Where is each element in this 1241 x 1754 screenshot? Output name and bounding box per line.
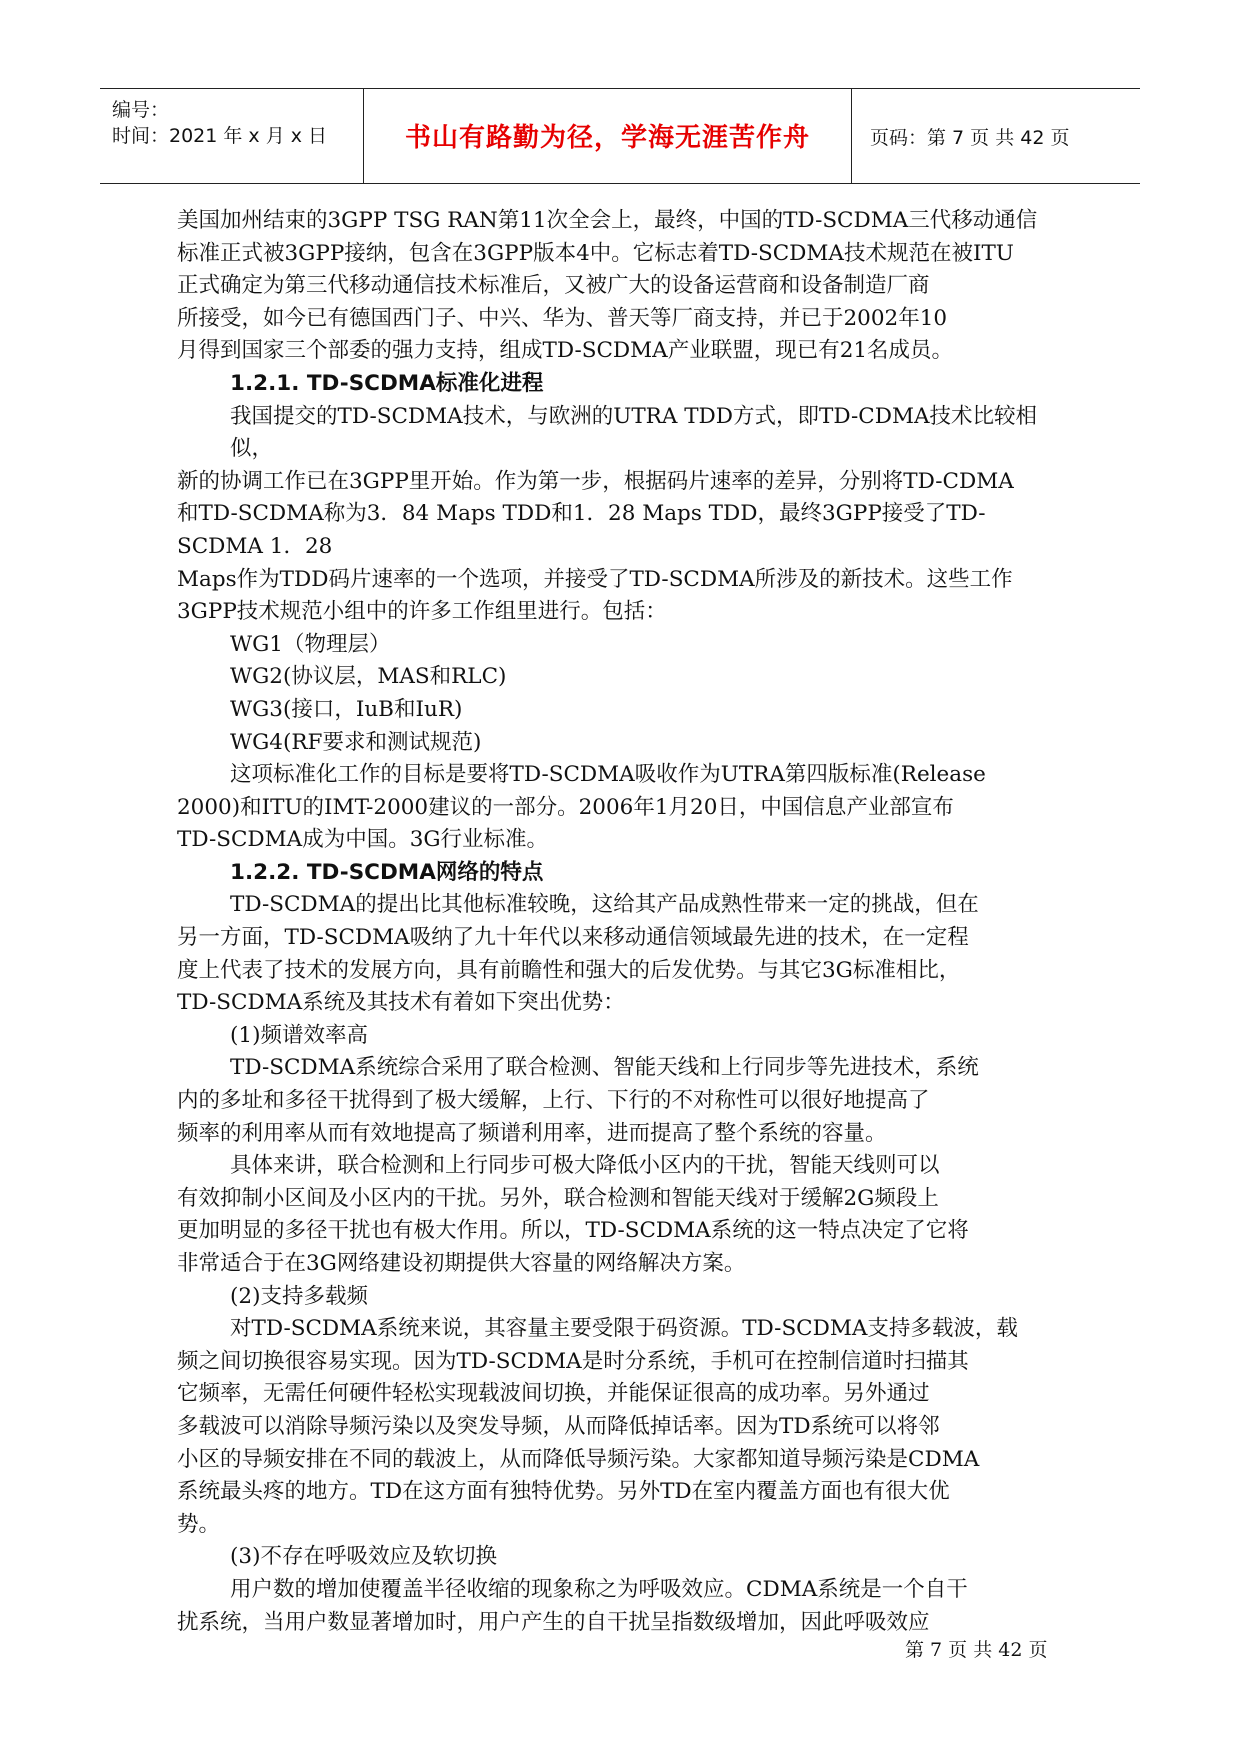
body-line: 和TD-SCDMA称为3．84 Maps TDD和1．28 Maps TDD，最终3GPP接受了TD-SCDMA 1．28: [177, 501, 986, 559]
document-body: [177, 205, 1067, 1639]
body-line: 这项标准化工作的目标是要将TD-SCDMA吸收作为UTRA第四版标准(Release: [230, 762, 986, 788]
body-line: TD-SCDMA系统综合采用了联合检测、智能天线和上行同步等先进技术，系统: [230, 1055, 979, 1081]
document-time-label: 时间：2021 年 x 月 x 日: [112, 125, 328, 147]
body-line: 扰系统，当用户数显著增加时，用户产生的自干扰呈指数级增加，因此呼吸效应: [177, 1609, 930, 1635]
body-line: 频之间切换很容易实现。因为TD-SCDMA是时分系统，手机可在控制信道时扫描其: [177, 1348, 969, 1374]
body-line: 它频率，无需任何硬件轻松实现载波间切换，并能保证很高的成功率。另外通过: [177, 1381, 930, 1407]
body-line: TD-SCDMA系统及其技术有着如下突出优势：: [177, 990, 625, 1016]
body-line: 所接受，如今已有德国西门子、中兴、华为、普天等厂商支持，并已于2002年10: [177, 305, 948, 331]
body-line: 美国加州结束的3GPP TSG RAN第11次全会上，最终，中国的TD-SCDMA三代移动通信: [177, 208, 1038, 233]
body-line: (3)不存在呼吸效应及软切换: [230, 1544, 497, 1570]
section-heading: 1.2.2. TD-SCDMA网络的特点: [230, 859, 544, 885]
body-line: 新的协调工作已在3GPP里开始。作为第一步，根据码片速率的差异，分别将TD-CDMA: [177, 468, 1014, 494]
body-line: WG3(接口，IuB和IuR): [230, 696, 463, 722]
body-line: WG4(RF要求和测试规范): [230, 729, 482, 755]
body-line: 具体来讲，联合检测和上行同步可极大降低小区内的干扰，智能天线则可以: [230, 1153, 940, 1179]
body-line: 小区的导频安排在不同的载波上，从而降低导频污染。大家都知道导频污染是CDMA: [177, 1446, 980, 1472]
body-line: WG2(协议层，MAS和RLC): [230, 664, 507, 690]
body-line: 我国提交的TD-SCDMA技术，与欧洲的UTRA TDD方式，即TD-CDMA技术比较相似，: [230, 403, 1037, 462]
body-line: 2000)和ITU的IMT-2000建议的一部分。2006年1月20日，中国信息产业部宣布: [177, 794, 954, 820]
body-line: 非常适合于在3G网络建设初期提供大容量的网络解决方案。: [177, 1251, 746, 1276]
body-line: (2)支持多载频: [230, 1283, 368, 1309]
body-line: 多载波可以消除导频污染以及突发导频，从而降低掉话率。因为TD系统可以将邻: [177, 1413, 940, 1439]
body-line: 对TD-SCDMA系统来说，其容量主要受限于码资源。TD-SCDMA支持多载波，载: [230, 1316, 1018, 1342]
body-line: 用户数的增加使覆盖半径收缩的现象称之为呼吸效应。CDMA系统是一个自干: [230, 1576, 968, 1602]
body-line: 更加明显的多径干扰也有极大作用。所以，TD-SCDMA系统的这一特点决定了它将: [177, 1218, 969, 1244]
body-line: 有效抑制小区间及小区内的干扰。另外，联合检测和智能天线对于缓解2G频段上: [177, 1185, 939, 1211]
document-number-label: 编号：: [112, 99, 170, 121]
body-line: Maps作为TDD码片速率的一个选项，并接受了TD-SCDMA所涉及的新技术。这些工作: [177, 566, 1013, 592]
header-motto-cell: [363, 89, 852, 183]
page-footer: 第 7 页 共 42 页: [905, 1639, 1048, 1661]
body-line: 频率的利用率从而有效地提高了频谱利用率，进而提高了整个系统的容量。: [177, 1120, 887, 1146]
header-page-code: 页码：第 7 页 共 42 页: [870, 127, 1070, 149]
header-page-cell: [852, 89, 1140, 183]
header-meta-cell: [100, 89, 363, 183]
body-line: 系统最头疼的地方。TD在这方面有独特优势。另外TD在室内覆盖方面也有很大优: [177, 1479, 950, 1505]
body-line: 月得到国家三个部委的强力支持，组成TD-SCDMA产业联盟，现已有21名成员。: [177, 338, 954, 364]
body-line: 3GPP技术规范小组中的许多工作组里进行。包括：: [177, 599, 667, 625]
body-line: TD-SCDMA成为中国。3G行业标准。: [177, 827, 549, 853]
body-line: 度上代表了技术的发展方向，具有前瞻性和强大的后发优势。与其它3G标准相比，: [177, 957, 961, 983]
document-header: [100, 88, 1140, 184]
body-line: TD-SCDMA的提出比其他标准较晚，这给其产品成熟性带来一定的挑战，但在: [230, 892, 979, 918]
body-line: WG1（物理层）: [230, 631, 391, 657]
body-line: 标准正式被3GPP接纳，包含在3GPP版本4中。它标志着TD-SCDMA技术规范在被ITU: [177, 240, 1014, 266]
body-line: 另一方面，TD-SCDMA吸纳了九十年代以来移动通信领域最先进的技术，在一定程: [177, 925, 969, 951]
body-line: 正式确定为第三代移动通信技术标准后，又被广大的设备运营商和设备制造厂商: [177, 273, 930, 299]
header-motto: 书山有路勤为径，学海无涯苦作舟: [404, 123, 810, 153]
body-line: (1)频谱效率高: [230, 1022, 368, 1048]
section-heading: 1.2.1. TD-SCDMA标准化进程: [230, 370, 544, 396]
body-line: 势。: [177, 1511, 221, 1537]
body-line: 内的多址和多径干扰得到了极大缓解，上行、下行的不对称性可以很好地提高了: [177, 1088, 930, 1114]
